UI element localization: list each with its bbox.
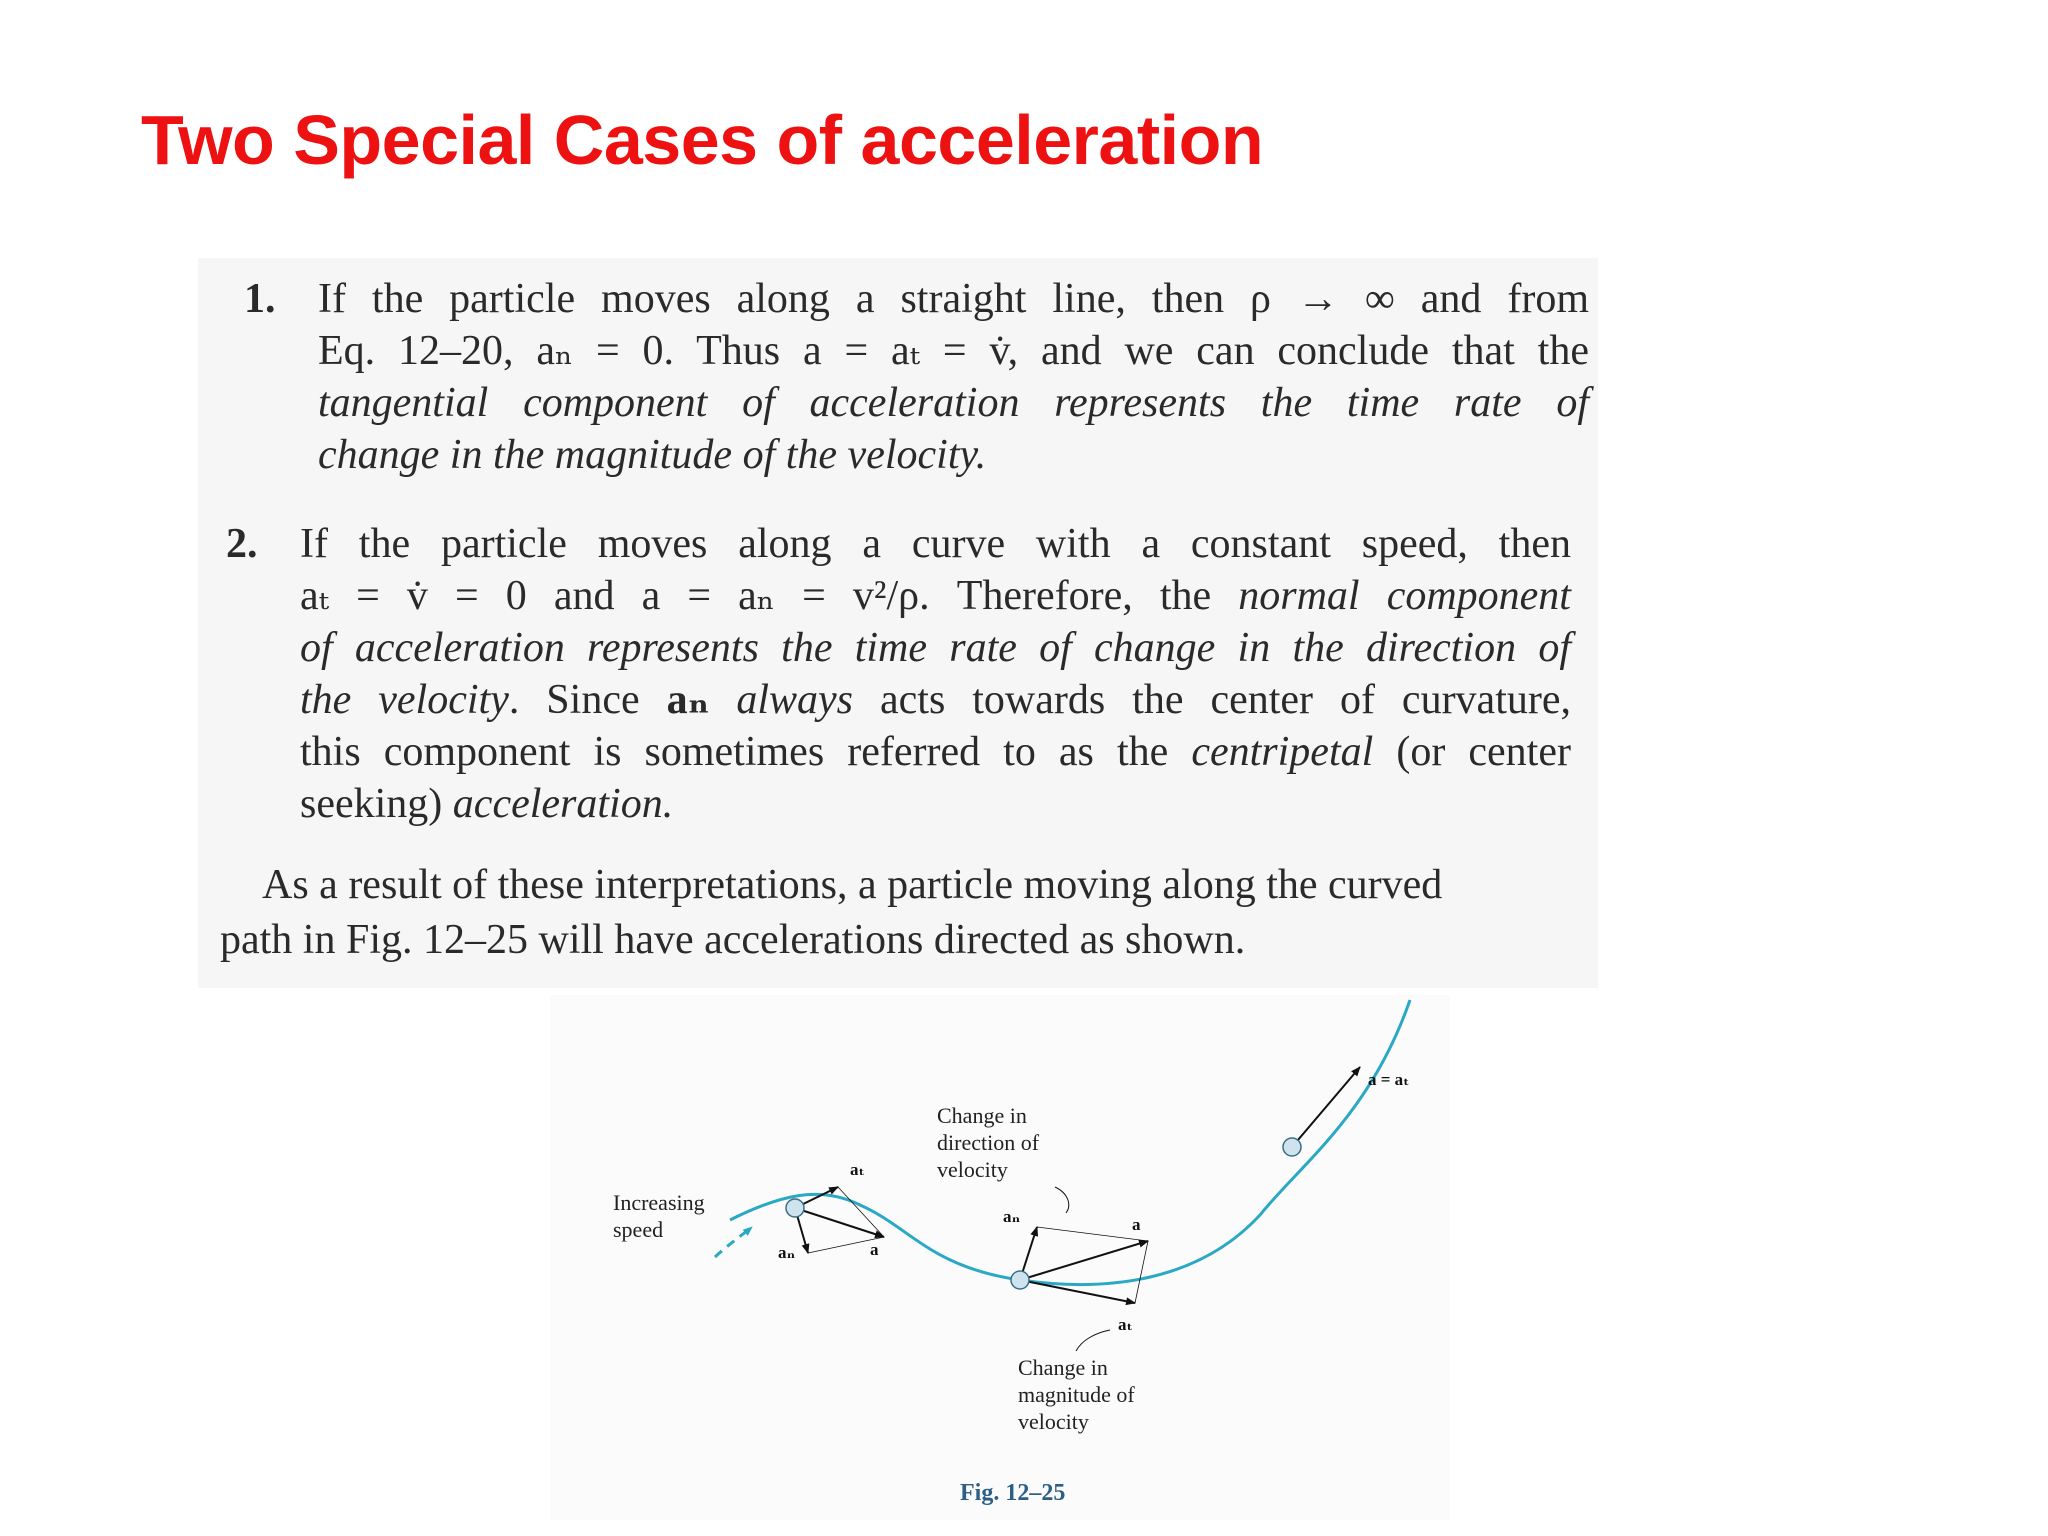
case-2-line-4 [300, 674, 1571, 726]
case-1-text [318, 273, 1589, 481]
case-2-line-1: If the particle moves along a curve with a constant speed, then [300, 521, 1571, 567]
vec-label-a-2: a [1132, 1215, 1141, 1234]
case-2-line-4-e: always [736, 677, 854, 723]
case-1-line-3 [318, 377, 1589, 429]
case-1-line-1: If the particle moves along a straight line, then ρ → ∞ and from [318, 276, 1589, 322]
conclusion-line-2: path in Fig. 12–25 will have accelerations directed as shown. [220, 917, 1246, 963]
conclusion-paragraph [220, 858, 1590, 968]
case-2-line-5-c: (or center [1373, 729, 1571, 775]
slide-title: Two Special Cases of acceleration [141, 101, 1264, 179]
case-2 [226, 518, 1571, 830]
case-2-line-3-italic: of acceleration represents the time rate of change in the direction of [300, 625, 1571, 671]
case-2-text [300, 518, 1571, 830]
case-2-line-4-b: . Since [508, 677, 667, 723]
label-direction-2: direction of [937, 1130, 1040, 1155]
case-1-number: 1. [244, 276, 276, 322]
case-2-line-4-d [709, 677, 736, 723]
label-magnitude-3: velocity [1018, 1409, 1089, 1434]
case-2-line-2 [300, 570, 1571, 622]
vec-label-an-1: aₙ [778, 1243, 796, 1262]
particle-2 [1011, 1271, 1029, 1289]
conclusion-line-1: As a result of these interpretations, a particle moving along the curved [262, 862, 1443, 908]
case-2-line-3 [300, 622, 1571, 674]
vec-label-at-1: aₜ [850, 1160, 865, 1179]
figure-caption: Fig. 12–25 [960, 1480, 1066, 1506]
case-2-line-6 [300, 778, 1571, 830]
case-1-line-4 [318, 429, 1589, 481]
label-magnitude-2: magnitude of [1018, 1382, 1135, 1407]
case-1 [244, 273, 1589, 481]
vec-label-a-eq-at: a = aₜ [1368, 1070, 1410, 1089]
case-2-line-5-a: this component is sometimes referred to as the [300, 729, 1192, 775]
particle-3 [1283, 1138, 1301, 1156]
label-increasing-1: Increasing [613, 1190, 705, 1215]
case-2-line-2-a: aₜ = v̇ = 0 and a = aₙ = v²/ρ. Therefore, the [300, 573, 1239, 619]
case-1-line-2: Eq. 12–20, aₙ = 0. Thus a = aₜ = v̇, and we can conclude that the [318, 328, 1589, 374]
case-1-line-4-italic: change in the magnitude of the velocity. [318, 432, 987, 478]
figure-12-25 [550, 995, 1450, 1520]
label-increasing-2: speed [613, 1217, 664, 1242]
case-1-line-3-italic: tangential component of acceleration represents the time rate of [318, 380, 1589, 426]
figure-background [550, 995, 1450, 1520]
label-magnitude-1: Change in [1018, 1355, 1108, 1380]
vec-label-an-2: aₙ [1003, 1207, 1021, 1226]
vec-label-a-1: a [870, 1240, 879, 1259]
case-2-line-4-a: the velocity [300, 677, 509, 723]
case-2-line-6-a: seeking) [300, 781, 453, 827]
particle-1 [786, 1199, 804, 1217]
case-2-line-2-b: normal component [1238, 573, 1571, 619]
label-direction-3: velocity [937, 1157, 1008, 1182]
vec-label-at-2: aₜ [1118, 1315, 1133, 1334]
case-2-number: 2. [226, 521, 258, 567]
case-2-line-4-f: acts towards the center of curvature, [853, 677, 1572, 723]
case-2-line-4-c: aₙ [666, 677, 710, 723]
case-2-line-6-b: acceleration. [452, 781, 674, 827]
label-direction-1: Change in [937, 1103, 1027, 1128]
case-2-line-5-b: centripetal [1191, 729, 1374, 775]
case-2-line-5 [300, 726, 1571, 778]
